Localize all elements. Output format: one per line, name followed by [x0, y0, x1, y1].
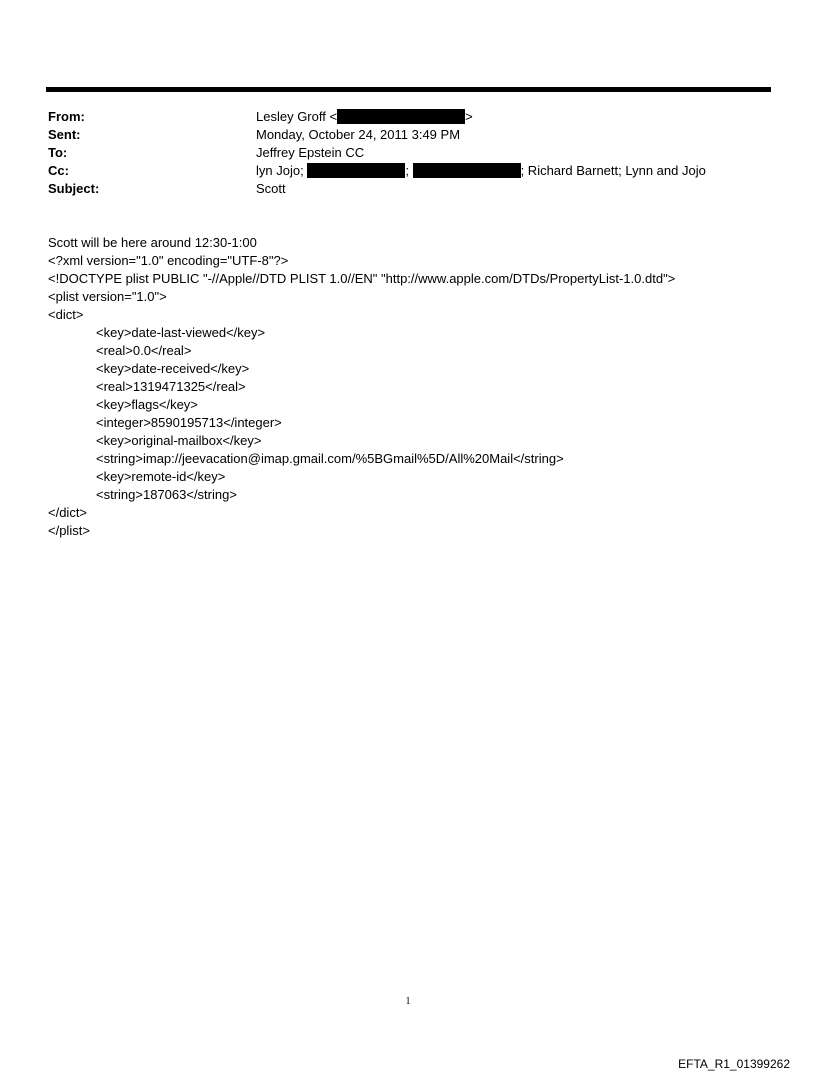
email-header	[48, 108, 748, 198]
body-line: <string>imap://jeevacation@imap.gmail.com/%5BGmail%5D/All%20Mail</string>	[96, 451, 564, 466]
cc-separator: ;	[405, 163, 409, 178]
header-divider	[46, 87, 771, 92]
sent-value: Monday, October 24, 2011 3:49 PM	[256, 127, 461, 142]
body-line: </dict>	[48, 505, 88, 520]
redaction-box	[413, 163, 521, 178]
subject-value: Scott	[256, 181, 286, 196]
body-line: <real>1319471325</real>	[96, 379, 246, 394]
email-body	[48, 234, 778, 540]
body-line: <key>flags</key>	[96, 397, 198, 412]
body-line: <dict>	[48, 307, 84, 322]
body-line: <key>date-received</key>	[96, 361, 250, 376]
body-line: <string>187063</string>	[96, 487, 237, 502]
to-value: Jeffrey Epstein CC	[256, 145, 365, 160]
cc-row	[48, 162, 748, 180]
body-line: <key>date-last-viewed</key>	[96, 325, 266, 340]
from-name: Lesley Groff <	[256, 109, 338, 124]
to-label: To:	[48, 145, 68, 160]
body-line: Scott will be here around 12:30-1:00	[48, 235, 257, 250]
from-tail: >	[465, 109, 473, 124]
to-row	[48, 144, 748, 162]
body-line: <integer>8590195713</integer>	[96, 415, 282, 430]
body-line: <!DOCTYPE plist PUBLIC "-//Apple//DTD PLIST 1.0//EN" "http://www.apple.com/DTDs/PropertyList-1.0.dtd">	[48, 271, 676, 286]
bates-number: EFTA_R1_01399262	[678, 1057, 790, 1071]
from-row	[48, 108, 748, 126]
cc-rest: ; Richard Barnett; Lynn and Jojo	[520, 163, 706, 178]
from-label: From:	[48, 109, 85, 124]
body-line: <real>0.0</real>	[96, 343, 192, 358]
body-line: <?xml version="1.0" encoding="UTF-8"?>	[48, 253, 289, 268]
cc-first: lyn Jojo;	[256, 163, 304, 178]
page-number: 1	[405, 996, 411, 1007]
body-line: <plist version="1.0">	[48, 289, 167, 304]
sent-row	[48, 126, 748, 144]
subject-row	[48, 180, 748, 198]
sent-label: Sent:	[48, 127, 81, 142]
subject-label: Subject:	[48, 181, 100, 196]
redaction-box	[307, 163, 405, 178]
cc-value	[256, 162, 706, 180]
from-value	[256, 108, 473, 126]
cc-label: Cc:	[48, 163, 69, 178]
body-line: <key>remote-id</key>	[96, 469, 226, 484]
body-line: </plist>	[48, 523, 90, 538]
redaction-box	[337, 109, 465, 124]
body-line: <key>original-mailbox</key>	[96, 433, 262, 448]
